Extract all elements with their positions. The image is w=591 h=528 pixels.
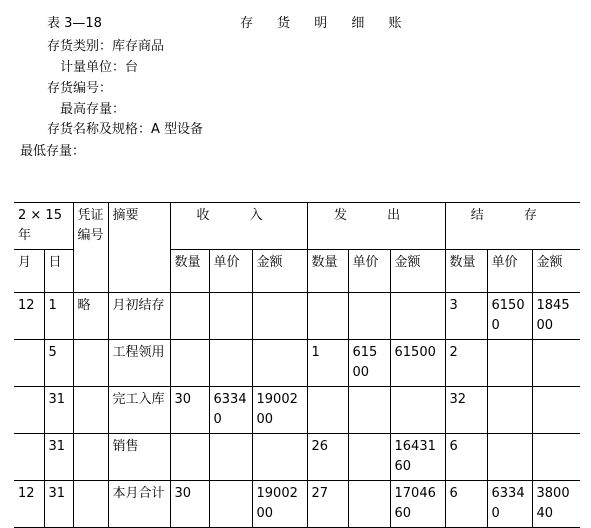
cell-in-qty <box>170 293 209 340</box>
cell-in-amount <box>252 434 307 481</box>
cell-month: 12 <box>14 293 44 340</box>
cell-in-qty <box>170 434 209 481</box>
cell-day: 5 <box>44 340 73 387</box>
header-month: 月 <box>14 250 44 293</box>
cell-voucher <box>73 434 108 481</box>
cell-bal-qty: 3 <box>445 293 487 340</box>
cell-summary: 完工入库 <box>108 387 170 434</box>
cell-bal-amount: 184500 <box>532 293 580 340</box>
cell-month <box>14 387 44 434</box>
cell-bal-price: 63340 <box>487 481 532 528</box>
cell-voucher <box>73 340 108 387</box>
cell-out-amount: 1704660 <box>390 481 445 528</box>
table-row <box>14 293 580 340</box>
cell-out-price: 61500 <box>348 340 390 387</box>
table-row <box>14 434 580 481</box>
cell-summary: 月初结存 <box>108 293 170 340</box>
inventory-name-spec: 存货名称及规格：A 型设备 <box>47 122 204 137</box>
cell-in-price <box>209 340 252 387</box>
cell-in-amount: 1900200 <box>252 481 307 528</box>
cell-out-price <box>348 387 390 434</box>
header-out-price: 单价 <box>348 250 390 293</box>
inventory-category: 存货类别：库存商品 <box>47 39 165 54</box>
header-in-amount: 金额 <box>252 250 307 293</box>
cell-bal-qty: 2 <box>445 340 487 387</box>
cell-out-qty: 27 <box>307 481 348 528</box>
header-day: 日 <box>44 250 73 293</box>
cell-bal-qty: 6 <box>445 481 487 528</box>
cell-voucher <box>73 387 108 434</box>
cell-bal-qty: 32 <box>445 387 487 434</box>
cell-day: 31 <box>44 481 73 528</box>
cell-out-amount: 61500 <box>390 340 445 387</box>
cell-month: 12 <box>14 481 44 528</box>
cell-summary: 销售 <box>108 434 170 481</box>
cell-bal-price <box>487 387 532 434</box>
inventory-code: 存货编号： <box>47 81 113 96</box>
cell-day: 31 <box>44 387 73 434</box>
cell-in-amount <box>252 293 307 340</box>
max-stock: 最高存量： <box>60 102 126 117</box>
header-summary: 摘要 <box>108 203 170 293</box>
cell-bal-qty: 6 <box>445 434 487 481</box>
cell-voucher <box>73 481 108 528</box>
header-out-amount: 金额 <box>390 250 445 293</box>
min-stock: 最低存量： <box>20 144 86 159</box>
cell-in-amount: 1900200 <box>252 387 307 434</box>
cell-in-qty: 30 <box>170 387 209 434</box>
header-balance: 结 存 <box>445 203 580 250</box>
cell-out-qty <box>307 387 348 434</box>
header-bal-qty: 数量 <box>445 250 487 293</box>
cell-out-price <box>348 434 390 481</box>
cell-month <box>14 434 44 481</box>
header-in-price: 单价 <box>209 250 252 293</box>
header-bal-amount: 金额 <box>532 250 580 293</box>
cell-summary: 本月合计 <box>108 481 170 528</box>
cell-in-amount <box>252 340 307 387</box>
header-year: 2 × 15 年 <box>14 203 73 250</box>
header-bal-price: 单价 <box>487 250 532 293</box>
cell-bal-price: 61500 <box>487 293 532 340</box>
cell-day: 1 <box>44 293 73 340</box>
header-out-qty: 数量 <box>307 250 348 293</box>
cell-voucher: 略 <box>73 293 108 340</box>
cell-out-amount <box>390 387 445 434</box>
cell-out-price <box>348 481 390 528</box>
cell-in-qty: 30 <box>170 481 209 528</box>
table-row <box>14 387 580 434</box>
header-receive: 收 入 <box>170 203 307 250</box>
cell-out-amount: 1643160 <box>390 434 445 481</box>
cell-in-price: 63340 <box>209 387 252 434</box>
table-number: 表 3—18 <box>47 16 102 31</box>
cell-in-qty <box>170 340 209 387</box>
cell-in-price <box>209 481 252 528</box>
cell-month <box>14 340 44 387</box>
cell-out-qty <box>307 293 348 340</box>
cell-bal-amount: 380040 <box>532 481 580 528</box>
cell-in-price <box>209 293 252 340</box>
cell-out-price <box>348 293 390 340</box>
cell-bal-amount <box>532 340 580 387</box>
header-issue: 发 出 <box>307 203 445 250</box>
header-voucher: 凭证编号 <box>73 203 108 293</box>
cell-day: 31 <box>44 434 73 481</box>
cell-bal-amount <box>532 387 580 434</box>
header-in-qty: 数量 <box>170 250 209 293</box>
cell-out-qty: 1 <box>307 340 348 387</box>
cell-out-qty: 26 <box>307 434 348 481</box>
ledger-title: 存 货 明 细 账 <box>240 16 412 31</box>
cell-out-amount <box>390 293 445 340</box>
unit-of-measure: 计量单位：台 <box>60 60 139 75</box>
cell-in-price <box>209 434 252 481</box>
table-row <box>14 340 580 387</box>
cell-bal-amount <box>532 434 580 481</box>
cell-summary: 工程领用 <box>108 340 170 387</box>
cell-bal-price <box>487 434 532 481</box>
table-row <box>14 481 580 528</box>
inventory-ledger-table <box>14 202 580 528</box>
cell-bal-price <box>487 340 532 387</box>
